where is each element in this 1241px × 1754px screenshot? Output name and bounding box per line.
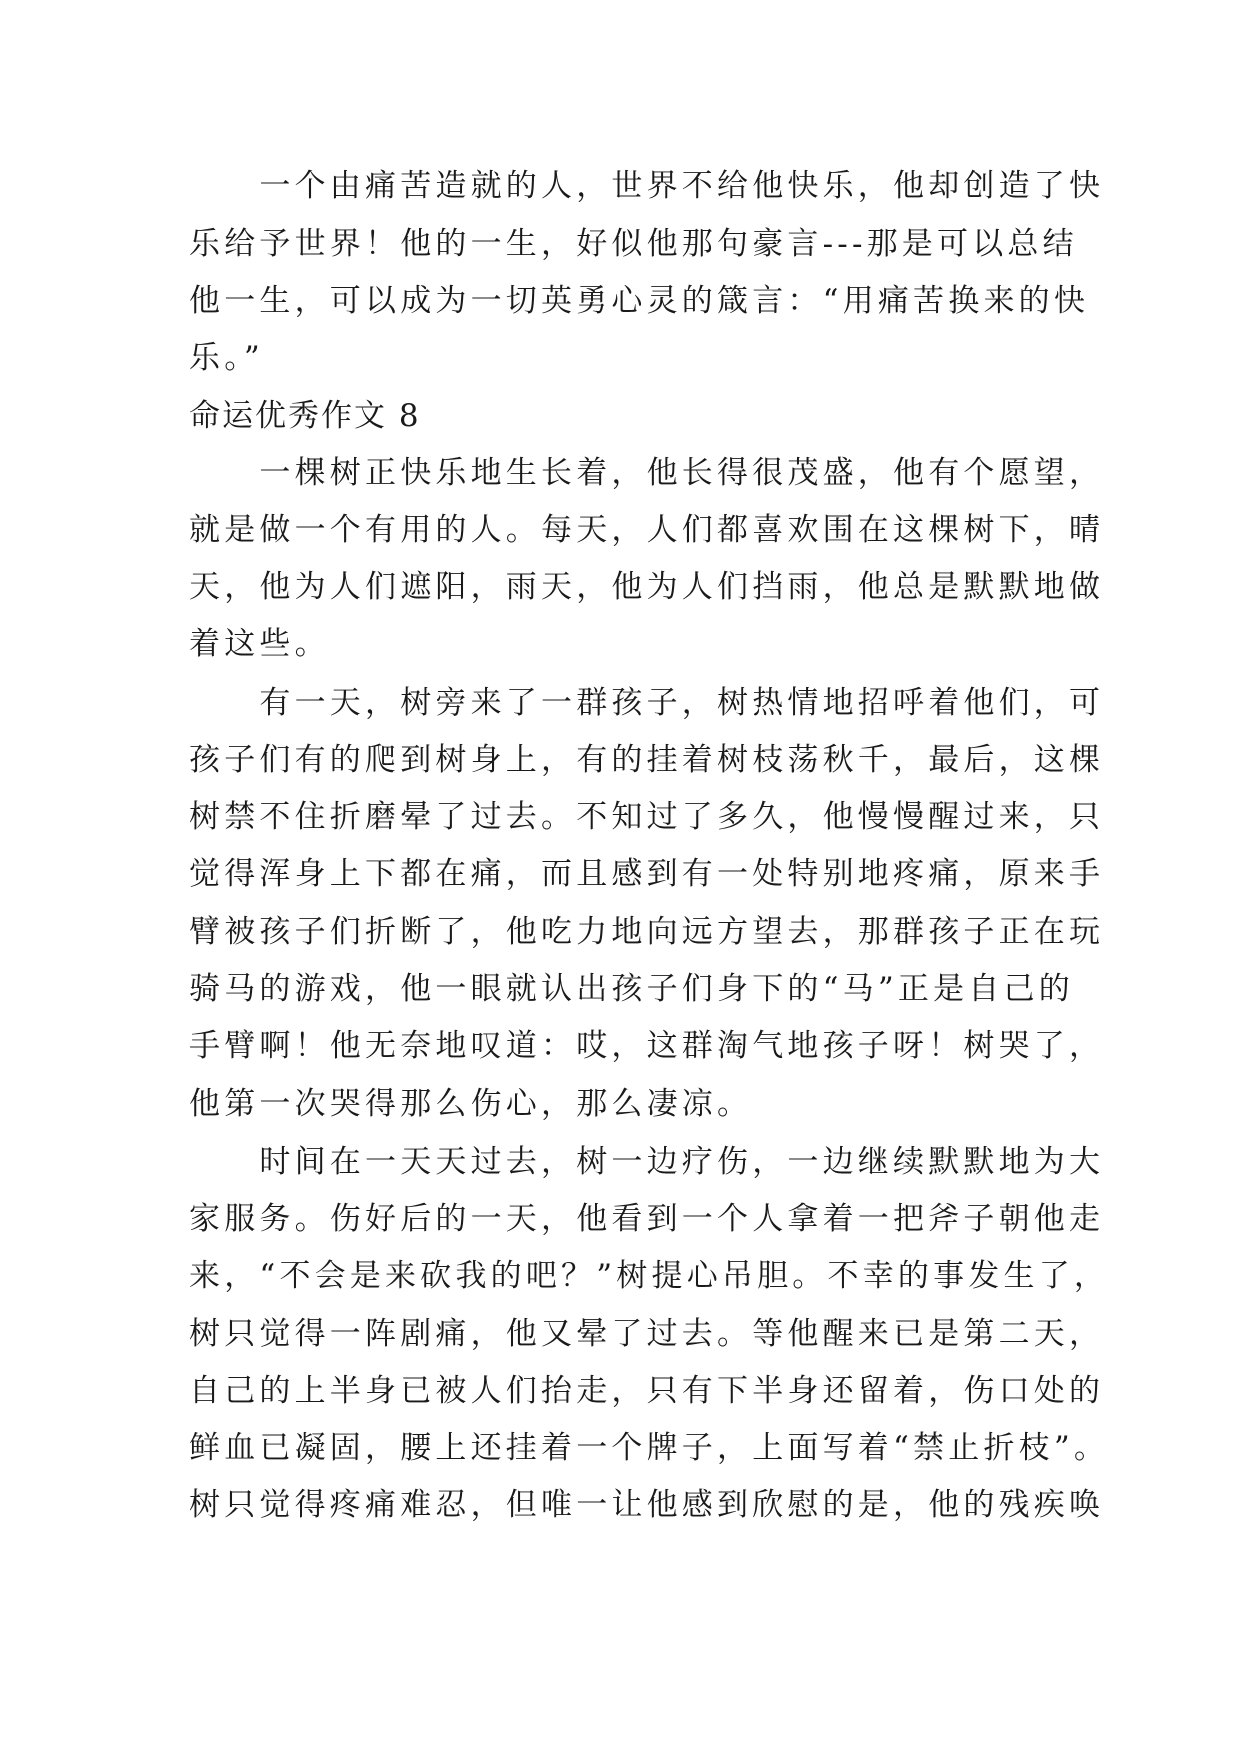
paragraph-4-line-3: 来，“不会是来砍我的吧？”树提心吊胆。不幸的事发生了， xyxy=(189,1258,1110,1294)
paragraph-3-line-3: 树禁不住折磨晕了过去。不知过了多久，他慢慢醒过来，只 xyxy=(189,799,1105,835)
paragraph-3-line-6: 骑马的游戏，他一眼就认出孩子们身下的“马”正是自己的 xyxy=(189,971,1074,1007)
paragraph-4-line-5: 自己的上半身已被人们抬走，只有下半身还留着，伤口处的 xyxy=(189,1373,1105,1409)
paragraph-1-line-3: 他一生，可以成为一切英勇心灵的箴言：“用痛苦换来的快 xyxy=(189,283,1090,319)
paragraph-4-line-7: 树只觉得疼痛难忍，但唯一让他感到欣慰的是，他的残疾唤 xyxy=(189,1487,1105,1523)
paragraph-3-line-4: 觉得浑身上下都在痛，而且感到有一处特别地疼痛，原来手 xyxy=(189,856,1105,892)
section-heading: 命运优秀作文 8 xyxy=(189,398,421,434)
paragraph-2-line-2: 就是做一个有用的人。每天，人们都喜欢围在这棵树下，晴 xyxy=(189,512,1105,548)
paragraph-2-line-4: 着这些。 xyxy=(189,626,330,662)
paragraph-1-line-4: 乐。” xyxy=(189,340,264,376)
paragraph-1-line-2: 乐给予世界！他的一生，好似他那句豪言---那是可以总结 xyxy=(189,226,1078,262)
paragraph-3-line-7: 手臂啊！他无奈地叹道：哎，这群淘气地孩子呀！树哭了， xyxy=(189,1028,1105,1064)
paragraph-1-line-1: 一个由痛苦造就的人，世界不给他快乐，他却创造了快 xyxy=(189,168,1105,204)
paragraph-2-line-1: 一棵树正快乐地生长着，他长得很茂盛，他有个愿望， xyxy=(189,455,1105,491)
paragraph-3-line-8: 他第一次哭得那么伤心，那么凄凉。 xyxy=(189,1086,753,1122)
paragraph-3-line-2: 孩子们有的爬到树身上，有的挂着树枝荡秋千，最后，这棵 xyxy=(189,742,1105,778)
paragraph-4-line-1: 时间在一天天过去，树一边疗伤，一边继续默默地为大 xyxy=(189,1144,1105,1180)
paragraph-4-line-2: 家服务。伤好后的一天，他看到一个人拿着一把斧子朝他走 xyxy=(189,1201,1105,1237)
paragraph-2-line-3: 天，他为人们遮阳，雨天，他为人们挡雨，他总是默默地做 xyxy=(189,569,1105,605)
paragraph-3-line-1: 有一天，树旁来了一群孩子，树热情地招呼着他们，可 xyxy=(189,685,1105,721)
paragraph-4-line-6: 鲜血已凝固，腰上还挂着一个牌子，上面写着“禁止折枝”。 xyxy=(189,1430,1110,1466)
paragraph-4-line-4: 树只觉得一阵剧痛，他又晕了过去。等他醒来已是第二天， xyxy=(189,1316,1105,1352)
paragraph-3-line-5: 臂被孩子们折断了，他吃力地向远方望去，那群孩子正在玩 xyxy=(189,914,1105,950)
